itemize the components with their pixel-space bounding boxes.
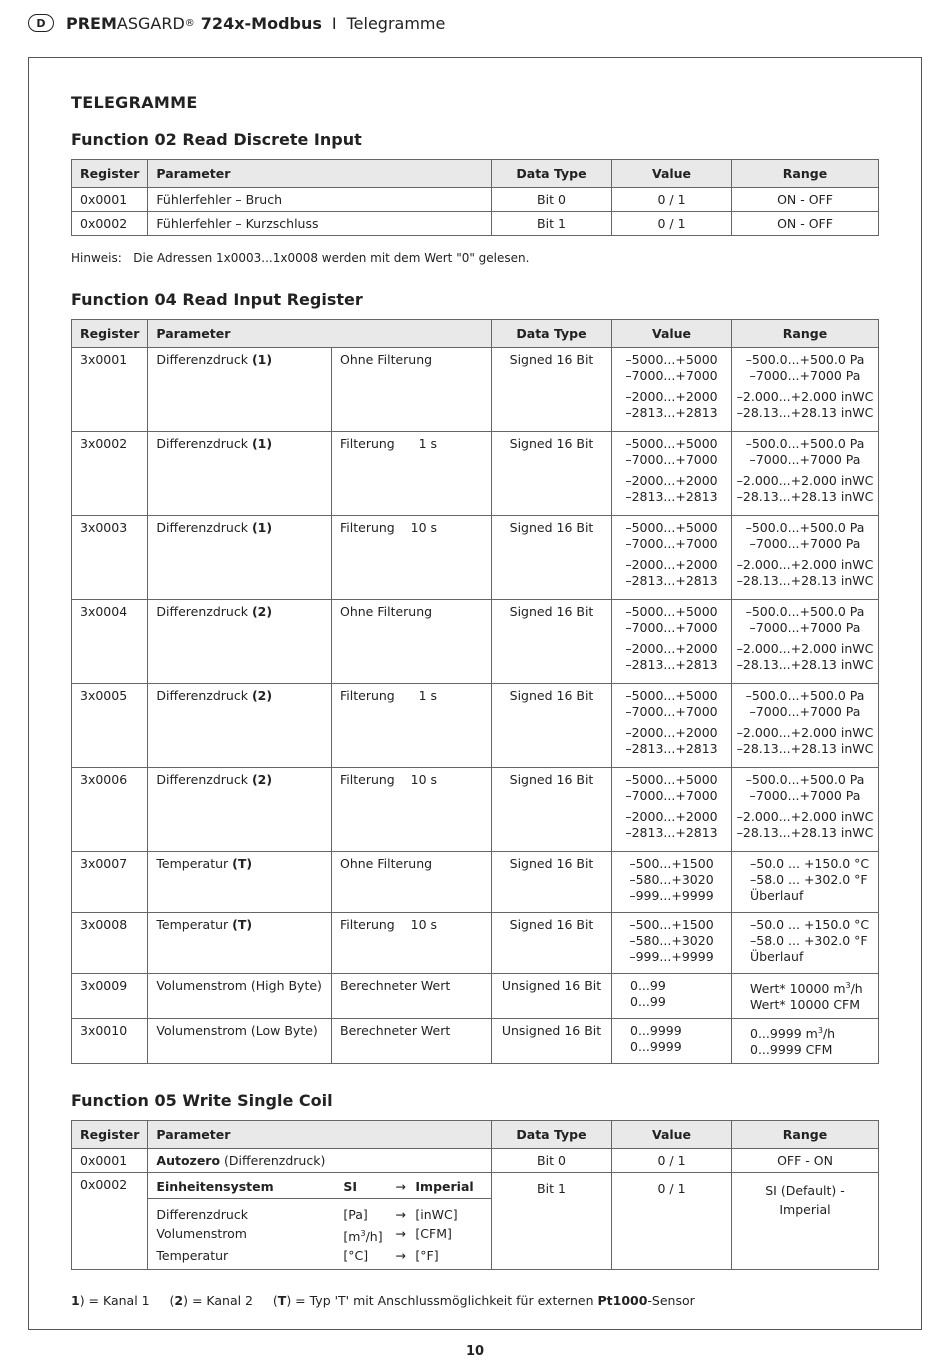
arrow-icon: → (395, 1179, 406, 1194)
brand-suffix: ASGARD (116, 13, 185, 33)
param-name: Temperatur (156, 856, 229, 871)
cell-range: ON - OFF (732, 188, 879, 212)
range-line: –28.13...+28.13 inWC (736, 405, 874, 420)
superscript: 3 (845, 981, 851, 990)
value-line: –2000...+2000 (625, 725, 718, 740)
cell-range (732, 852, 879, 913)
cell-range (732, 432, 879, 516)
channel-key: (T) (232, 856, 253, 871)
cell-datatype: Signed 16 Bit (492, 516, 612, 600)
cell-register: 0x0001 (72, 1149, 148, 1173)
channel-key: (1) (251, 352, 273, 367)
cell-value: 0 / 1 (612, 188, 732, 212)
table-row (72, 516, 879, 600)
cell-value (612, 684, 732, 768)
cell-range (732, 348, 879, 432)
value-line: –7000...+7000 (625, 536, 718, 551)
value-line: –5000...+5000 (625, 688, 718, 703)
range-line: Überlauf (750, 888, 804, 903)
cell-datatype: Signed 16 Bit (492, 600, 612, 684)
col-parameter: Parameter (148, 160, 492, 188)
range-line: –2.000...+2.000 inWC (736, 725, 874, 740)
cell-range (732, 600, 879, 684)
value-line: 0...99 (630, 978, 666, 993)
cell-value (612, 516, 732, 600)
cell-parameter (148, 600, 332, 684)
value-line: –7000...+7000 (625, 620, 718, 635)
value-line: –2813...+2813 (625, 489, 718, 504)
cell-value (612, 432, 732, 516)
cell-register: 3x0002 (72, 432, 148, 516)
value-line: –500...+1500 (629, 856, 714, 871)
range-line (750, 1023, 870, 1042)
brand-prefix: PREM (66, 13, 117, 33)
cell-value: 0 / 1 (612, 1149, 732, 1173)
value-line: –5000...+5000 (625, 436, 718, 451)
unit-list (148, 1199, 491, 1269)
fn04-title: Function 04 Read Input Register (71, 290, 363, 309)
cell-filter: Ohne Filterung (332, 852, 492, 913)
registered-mark: ® (184, 17, 195, 29)
value-line: –999...+9999 (629, 888, 714, 903)
cell-range (732, 1173, 879, 1270)
channel-key: (1) (251, 520, 273, 535)
arrow-icon: → (395, 1226, 406, 1241)
range-line: –7000...+7000 Pa (749, 368, 861, 383)
fn-desc-2: ) = Kanal 2 (183, 1293, 254, 1308)
value-line: –7000...+7000 (625, 788, 718, 803)
col-datatype: Data Type (492, 160, 612, 188)
table-row (72, 600, 879, 684)
table-row (72, 768, 879, 852)
param-name: Differenzdruck (156, 436, 248, 451)
channel-key: (2) (251, 688, 273, 703)
value-line: –5000...+5000 (625, 352, 718, 367)
cell-range (732, 516, 879, 600)
range-line: –7000...+7000 Pa (749, 536, 861, 551)
range-line: –500.0...+500.0 Pa (745, 352, 865, 367)
value-line: –580...+3020 (629, 933, 714, 948)
value-line: –5000...+5000 (625, 772, 718, 787)
cell-register: 3x0007 (72, 852, 148, 913)
si-label: SI (343, 1179, 358, 1194)
cell-filter: Filterung 1 s (332, 684, 492, 768)
range-line: –7000...+7000 Pa (749, 788, 861, 803)
param-name: Differenzdruck (156, 604, 248, 619)
cell-parameter (148, 1149, 492, 1173)
fn02-table (71, 159, 879, 236)
table-header-row (72, 320, 879, 348)
cell-filter: Filterung 10 s (332, 768, 492, 852)
cell-parameter (148, 768, 332, 852)
col-parameter: Parameter (148, 320, 492, 348)
unit-si: [Pa] (343, 1207, 368, 1222)
range-line: –7000...+7000 Pa (749, 704, 861, 719)
cell-register: 0x0002 (72, 1173, 148, 1270)
cell-parameter: Volumenstrom (High Byte) (148, 974, 332, 1019)
cell-parameter (148, 516, 332, 600)
fn-key-2: 2 (174, 1293, 184, 1308)
range-line: –500.0...+500.0 Pa (745, 604, 865, 619)
cell-filter: Berechneter Wert (332, 974, 492, 1019)
cell-datatype: Bit 0 (492, 1149, 612, 1173)
range-line: SI (Default) - (765, 1183, 845, 1198)
fn-desc-1: ) = Kanal 1 (79, 1293, 150, 1308)
range-text: /h (850, 981, 863, 997)
param-bold: Einheitensystem (156, 1179, 274, 1194)
page-number: 10 (465, 1344, 485, 1359)
cell-register: 3x0003 (72, 516, 148, 600)
range-line: –28.13...+28.13 inWC (736, 573, 874, 588)
unit-imperial: [inWC] (415, 1207, 458, 1222)
fn02-title: Function 02 Read Discrete Input (71, 130, 362, 149)
table-row (72, 1019, 879, 1064)
header-separator: I (331, 13, 337, 33)
table-row (72, 1149, 879, 1173)
value-line: –7000...+7000 (625, 452, 718, 467)
cell-parameter (148, 852, 332, 913)
range-line: –28.13...+28.13 inWC (736, 489, 874, 504)
cell-register: 0x0002 (72, 212, 148, 236)
cell-parameter (148, 1173, 492, 1270)
sensor-name: Pt1000 (597, 1293, 648, 1308)
cell-register: 3x0001 (72, 348, 148, 432)
unit-name: Differenzdruck (156, 1207, 248, 1222)
col-datatype: Data Type (492, 320, 612, 348)
cell-range: ON - OFF (732, 212, 879, 236)
unit-name: Volumenstrom (156, 1226, 247, 1241)
unit-row (156, 1246, 483, 1265)
channel-key: (2) (251, 604, 273, 619)
cell-parameter: Fühlerfehler – Kurzschluss (148, 212, 492, 236)
cell-value (612, 768, 732, 852)
table-row (72, 432, 879, 516)
fn-key-t: T (277, 1293, 287, 1308)
cell-parameter: Volumenstrom (Low Byte) (148, 1019, 332, 1064)
param-name: Temperatur (156, 917, 229, 932)
param-bold: Autozero (156, 1153, 221, 1168)
value-line: –999...+9999 (629, 949, 714, 964)
param-name: Differenzdruck (156, 772, 248, 787)
section-name: Telegramme (346, 13, 446, 33)
range-line: –28.13...+28.13 inWC (736, 657, 874, 672)
cell-register: 3x0010 (72, 1019, 148, 1064)
cell-filter: Ohne Filterung (332, 348, 492, 432)
range-line (750, 978, 870, 997)
col-register: Register (72, 320, 148, 348)
range-line: –2.000...+2.000 inWC (736, 557, 874, 572)
value-line: –2000...+2000 (625, 641, 718, 656)
col-range: Range (732, 320, 879, 348)
channel-key: (T) (232, 917, 253, 932)
cell-filter: Ohne Filterung (332, 600, 492, 684)
col-value: Value (612, 1121, 732, 1149)
value-line: –7000...+7000 (625, 704, 718, 719)
range-line: –500.0...+500.0 Pa (745, 772, 865, 787)
range-line: –500.0...+500.0 Pa (745, 688, 865, 703)
superscript: 3 (817, 1026, 823, 1035)
range-line: –2.000...+2.000 inWC (736, 389, 874, 404)
imperial-label: Imperial (415, 1179, 474, 1194)
cell-register: 3x0009 (72, 974, 148, 1019)
range-text: Wert* 10000 m (750, 981, 846, 997)
value-line: 0...99 (630, 994, 666, 1009)
paren: ( (272, 1293, 278, 1308)
cell-datatype: Bit 1 (492, 212, 612, 236)
cell-datatype: Signed 16 Bit (492, 768, 612, 852)
cell-range: OFF - ON (732, 1149, 879, 1173)
cell-value: 0 / 1 (612, 212, 732, 236)
cell-filter: Filterung 10 s (332, 913, 492, 974)
value-line: –2000...+2000 (625, 389, 718, 404)
table-header-row (72, 160, 879, 188)
col-parameter: Parameter (148, 1121, 492, 1149)
range-line: 0...9999 CFM (750, 1042, 833, 1058)
table-row (72, 212, 879, 236)
col-register: Register (72, 160, 148, 188)
cell-value (612, 852, 732, 913)
note-label: Hinweis: (71, 251, 122, 265)
footnote (71, 1293, 695, 1308)
cell-datatype: Signed 16 Bit (492, 913, 612, 974)
cell-register: 3x0004 (72, 600, 148, 684)
cell-parameter: Fühlerfehler – Bruch (148, 188, 492, 212)
value-line: –5000...+5000 (625, 604, 718, 619)
param-name: Differenzdruck (156, 688, 248, 703)
cell-datatype: Signed 16 Bit (492, 432, 612, 516)
table-row (72, 684, 879, 768)
table-row (72, 974, 879, 1019)
param-name: Differenzdruck (156, 352, 248, 367)
paren: ( (169, 1293, 175, 1308)
model-name: 724x-Modbus (200, 13, 322, 33)
value-line: –7000...+7000 (625, 368, 718, 383)
cell-value (612, 600, 732, 684)
value-line: 0...9999 (630, 1039, 682, 1054)
cell-datatype: Unsigned 16 Bit (492, 974, 612, 1019)
range-line: –2.000...+2.000 inWC (736, 473, 874, 488)
unit-name: Temperatur (156, 1248, 229, 1264)
cell-value: 0 / 1 (612, 1173, 732, 1270)
range-line: Überlauf (750, 949, 804, 964)
cell-range (732, 1019, 879, 1064)
range-line: –58.0 ... +302.0 °F (750, 933, 868, 948)
cell-range (732, 768, 879, 852)
table-row (72, 188, 879, 212)
cell-range (732, 684, 879, 768)
cell-register: 3x0005 (72, 684, 148, 768)
page-header (28, 10, 445, 36)
cell-datatype: Signed 16 Bit (492, 852, 612, 913)
value-line: –500...+1500 (629, 917, 714, 932)
cell-parameter (148, 432, 332, 516)
col-value: Value (612, 320, 732, 348)
unit-si: $[m^3/h]$ (343, 1229, 383, 1245)
cell-register: 3x0008 (72, 913, 148, 974)
value-line: –2000...+2000 (625, 557, 718, 572)
cell-parameter (148, 913, 332, 974)
table-row (72, 1173, 879, 1270)
cell-parameter (148, 348, 332, 432)
range-line: Imperial (779, 1202, 831, 1217)
fn05-table (71, 1120, 879, 1270)
table-header-row (72, 1121, 879, 1149)
table-row (72, 348, 879, 432)
cell-datatype: Signed 16 Bit (492, 684, 612, 768)
value-line: –2813...+2813 (625, 741, 718, 756)
value-line: –580...+3020 (629, 872, 714, 887)
range-line: –50.0 ... +150.0 °C (750, 856, 870, 871)
col-value: Value (612, 160, 732, 188)
range-text: /h (822, 1026, 836, 1042)
range-line: –2.000...+2.000 inWC (736, 809, 874, 824)
unit-system-header (148, 1173, 491, 1199)
value-line: –2813...+2813 (625, 825, 718, 840)
arrow-icon: → (395, 1248, 406, 1264)
sensor-suffix: -Sensor (647, 1293, 695, 1308)
param-name: Differenzdruck (156, 520, 248, 535)
fn-desc-t: ) = Typ 'T' mit Anschlussmöglichkeit für externen (286, 1293, 594, 1308)
value-line: –5000...+5000 (625, 520, 718, 535)
channel-key: (2) (251, 772, 273, 787)
range-line: –500.0...+500.0 Pa (745, 436, 865, 451)
unit-row (156, 1224, 483, 1246)
cell-range (732, 974, 879, 1019)
col-datatype: Data Type (492, 1121, 612, 1149)
channel-key: (1) (251, 436, 273, 451)
fn02-note (71, 251, 529, 265)
col-register: Register (72, 1121, 148, 1149)
col-range: Range (732, 1121, 879, 1149)
note-text: Die Adressen 1x0003...1x0008 werden mit dem Wert "0" gelesen. (133, 251, 530, 265)
value-line: –2000...+2000 (625, 809, 718, 824)
fn04-table (71, 319, 879, 1064)
range-line: –500.0...+500.0 Pa (745, 520, 865, 535)
cell-parameter (148, 684, 332, 768)
unit-si: [°C] (343, 1248, 369, 1264)
cell-value (612, 913, 732, 974)
cell-register: 0x0001 (72, 188, 148, 212)
unit-row (156, 1205, 483, 1224)
cell-range (732, 913, 879, 974)
range-line: –58.0 ... +302.0 °F (750, 872, 868, 887)
range-line: –7000...+7000 Pa (749, 620, 861, 635)
range-line: –28.13...+28.13 inWC (736, 825, 874, 840)
value-line: –2813...+2813 (625, 573, 718, 588)
value-line: –2813...+2813 (625, 657, 718, 672)
range-line: –50.0 ... +150.0 °C (750, 917, 870, 932)
cell-filter: Filterung 1 s (332, 432, 492, 516)
range-line: –2.000...+2.000 inWC (736, 641, 874, 656)
cell-datatype: Bit 0 (492, 188, 612, 212)
cell-value (612, 974, 732, 1019)
fn05-title: Function 05 Write Single Coil (71, 1091, 333, 1110)
cell-filter: Filterung 10 s (332, 516, 492, 600)
col-range: Range (732, 160, 879, 188)
cell-datatype: Bit 1 (492, 1173, 612, 1270)
table-row (72, 913, 879, 974)
range-line: –7000...+7000 Pa (749, 452, 861, 467)
page-title: TELEGRAMME (71, 93, 198, 112)
cell-value (612, 1019, 732, 1064)
table-row (72, 852, 879, 913)
fn-key-1: 1 (71, 1293, 80, 1308)
value-line: –2000...+2000 (625, 473, 718, 488)
range-text: 0...9999 m (750, 1026, 818, 1042)
cell-value (612, 348, 732, 432)
param-rest: (Differenzdruck) (224, 1153, 326, 1168)
language-badge: D (28, 14, 54, 32)
arrow-icon: → (395, 1207, 406, 1222)
unit-imperial: [CFM] (415, 1226, 452, 1241)
cell-register: 3x0006 (72, 768, 148, 852)
cell-filter: Berechneter Wert (332, 1019, 492, 1064)
value-line: 0...9999 (630, 1023, 682, 1038)
cell-datatype: Unsigned 16 Bit (492, 1019, 612, 1064)
range-line: Wert* 10000 CFM (750, 997, 861, 1013)
range-line: –28.13...+28.13 inWC (736, 741, 874, 756)
value-line: –2813...+2813 (625, 405, 718, 420)
unit-imperial: [°F] (415, 1248, 439, 1264)
cell-datatype: Signed 16 Bit (492, 348, 612, 432)
